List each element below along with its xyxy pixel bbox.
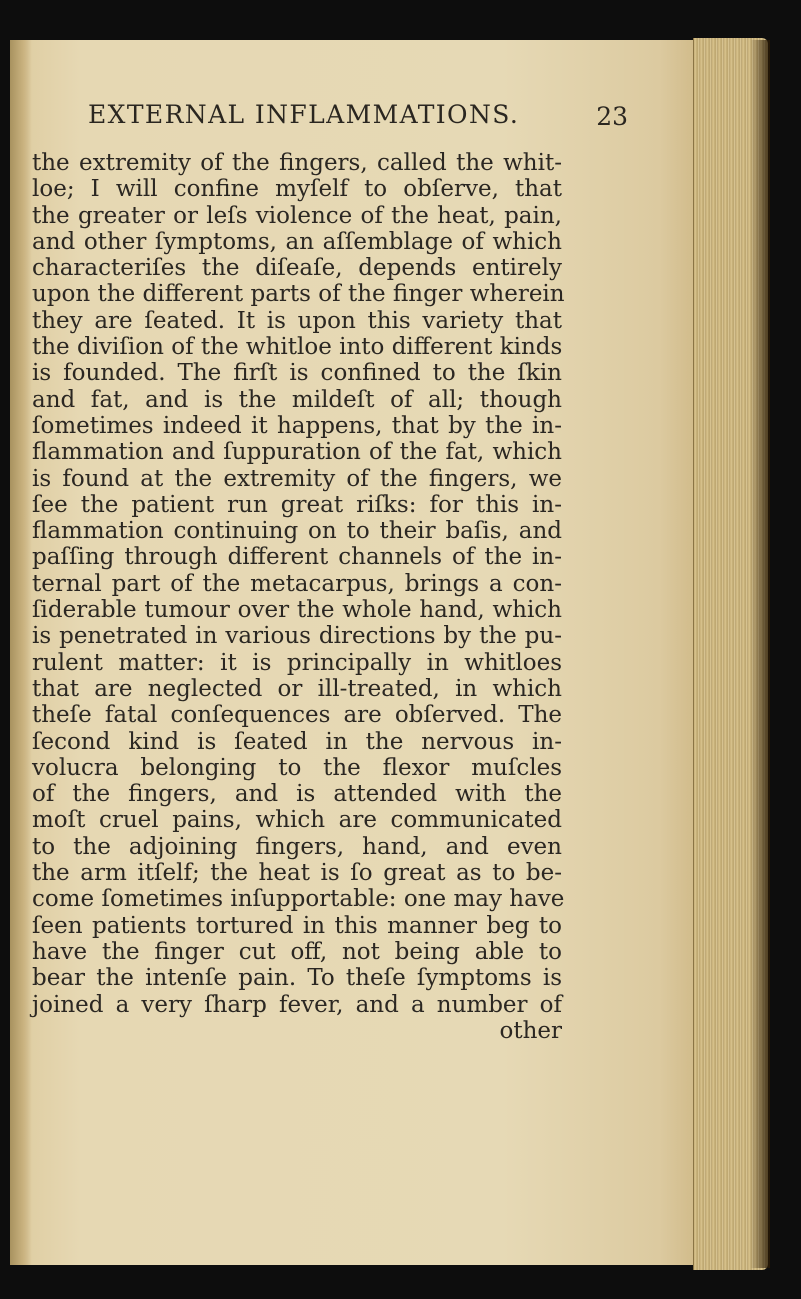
page-gutter [10,40,32,1265]
text-line: ſecond kind is ſeated in the nervous in- [32,728,562,755]
text-line: to the adjoining fingers, hand, and even [32,833,562,860]
text-line: have the finger cut off, not being able to [32,938,562,965]
text-line: paſſing through different channels of the in- [32,544,562,571]
text-line: flammation and ſuppuration of the fat, which [32,439,562,466]
text-line: loe; I will confine myſelf to obſerve, that [32,176,562,203]
text-line: and other ſymptoms, an aſſemblage of which [32,228,562,255]
running-title: EXTERNAL INFLAMMATIONS. [88,100,520,129]
text-line: is penetrated in various directions by the pu- [32,623,562,650]
text-line: characteriſes the diſeaſe, depends entirely [32,255,562,282]
text-line: theſe fatal conſequences are obſerved. The [32,702,562,729]
text-line: the extremity of the fingers, called the whit- [32,150,562,176]
text-line: ſeen patients tortured in this manner beg to [32,912,562,939]
text-line: ſee the patient run great riſks: for this in- [32,491,562,518]
body-text [32,150,565,1044]
text-line: bear the intenſe pain. To theſe ſymptoms is [32,965,562,992]
text-line: rulent matter: it is principally in whitloes [32,649,562,676]
page-number: 23 [596,102,628,131]
text-line: is found at the extremity of the fingers, we [32,465,562,492]
text-line: the greater or leſs violence of the heat, pain, [32,202,562,229]
running-header [88,100,628,136]
text-line: come ſometimes inſupportable: one may have [32,886,565,913]
text-line: ſometimes indeed it happens, that by the in- [32,412,562,439]
text-line: that are neglected or ill-treated, in which [32,675,562,702]
text-line: and fat, and is the mildeſt of all; though [32,386,562,413]
text-line: joined a very ſharp fever, and a number of [32,991,562,1018]
text-line: volucra belonging to the flexor muſcles [32,754,562,781]
page-edges-shadow [750,40,770,1268]
text-line: flammation continuing on to their baſis, and [32,518,562,545]
text-line: of the fingers, and is attended with the [32,781,562,808]
text-line: moſt cruel pains, which are communicated [32,807,562,834]
text-line: the diviſion of the whitloe into different kinds [32,334,563,361]
text-line: ternal part of the metacarpus, brings a con- [32,570,562,597]
text-line: is founded. The firſt is confined to the ſkin [32,360,562,387]
text-line: they are ſeated. It is upon this variety that [32,307,562,334]
text-line: upon the different parts of the finger wherein [32,281,565,308]
catchword: other [499,1017,562,1044]
text-line: ſiderable tumour over the whole hand, which [32,597,562,624]
text-line: the arm itſelf; the heat is ſo great as to be- [32,860,562,887]
